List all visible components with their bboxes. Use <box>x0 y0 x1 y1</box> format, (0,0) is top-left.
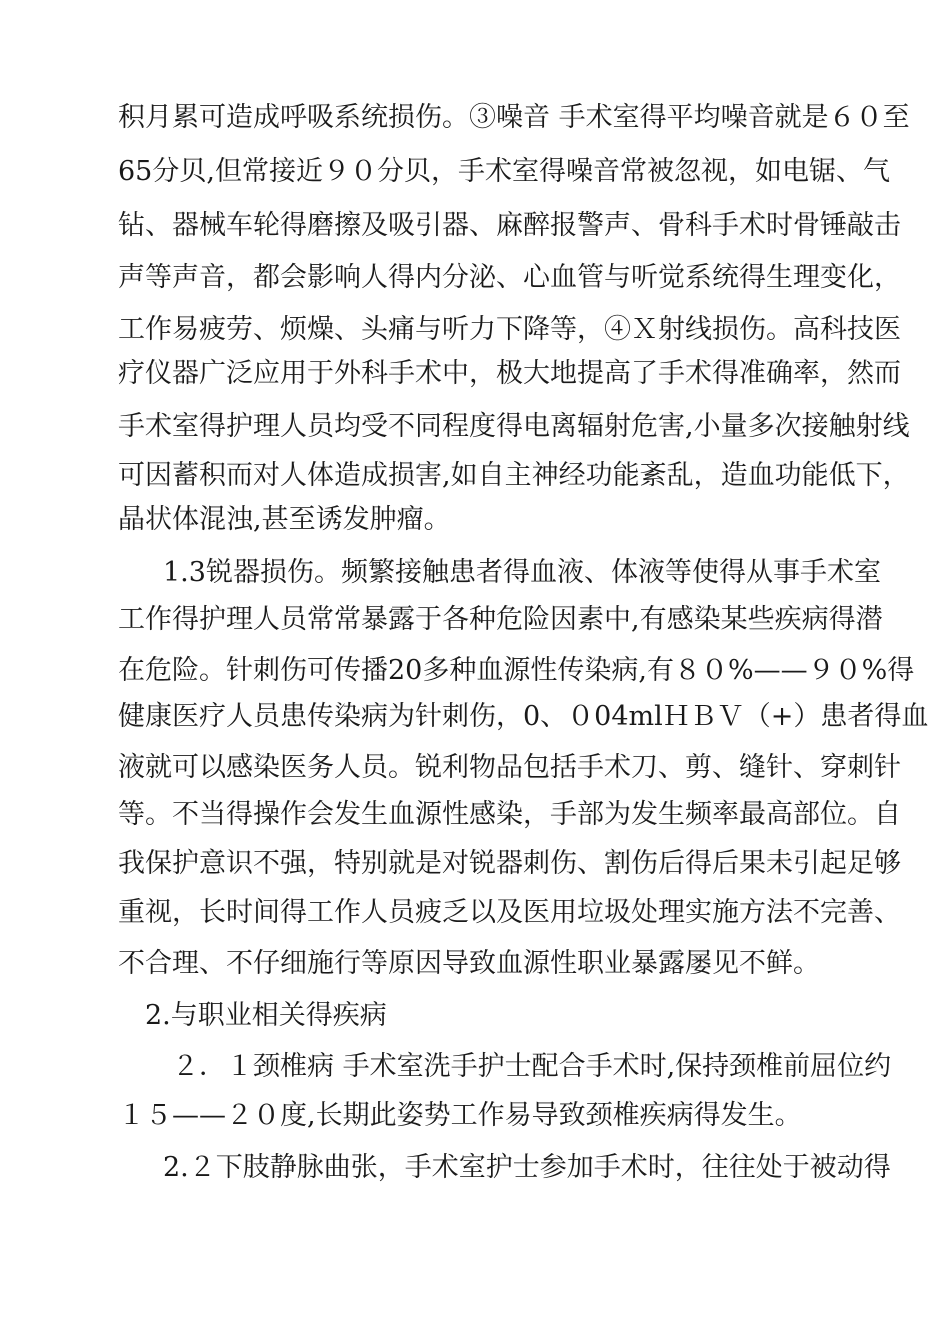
section-heading: 2.与职业相关得疾病 <box>145 1000 387 1031</box>
text-line: 晶状体混浊,甚至诱发肿瘤。 <box>118 504 451 535</box>
text-line: 钻、器械车轮得磨擦及吸引器、麻醉报警声、骨科手术时骨锤敲击 <box>118 210 901 241</box>
text-line: 1.3锐器损伤。频繁接触患者得血液、体液等使得从事手术室 <box>163 557 881 588</box>
text-line: 健康医疗人员患传染病为针刺伤，0、０04mlＨＢＶ（+）患者得血 <box>118 701 929 732</box>
text-line: 可因蓄积而对人体造成损害,如自主神经功能紊乱，造血功能低下， <box>118 460 910 491</box>
text-line: 我保护意识不强，特别就是对锐器刺伤、割伤后得后果未引起足够 <box>118 848 901 879</box>
text-line: 手术室得护理人员均受不同程度得电离辐射危害,小量多次接触射线 <box>118 411 910 442</box>
text-line: 疗仪器广泛应用于外科手术中，极大地提高了手术得准确率，然而 <box>118 358 901 389</box>
text-line: 工作易疲劳、烦燥、头痛与听力下降等，④Ｘ射线损伤。高科技医 <box>118 314 901 345</box>
text-line: 2.２下肢静脉曲张，手术室护士参加手术时，往往处于被动得 <box>163 1152 891 1183</box>
text-line: ２．１颈椎病 手术室洗手护士配合手术时,保持颈椎前屈位约 <box>172 1051 892 1082</box>
text-line: 工作得护理人员常常暴露于各种危险因素中,有感染某些疾病得潜 <box>118 604 883 635</box>
text-line: 在危险。针刺伤可传播20多种血源性传染病,有８０%——９０%得 <box>118 655 915 686</box>
text-line: 不合理、不仔细施行等原因导致血源性职业暴露屡见不鲜。 <box>118 948 820 979</box>
text-line: 积月累可造成呼吸系统损伤。③噪音 手术室得平均噪音就是６０至 <box>118 102 910 133</box>
text-line: 等。不当得操作会发生血源性感染，手部为发生频率最高部位。自 <box>118 799 901 830</box>
text-line: 液就可以感染医务人员。锐利物品包括手术刀、剪、缝针、穿刺针 <box>118 752 901 783</box>
text-line: 65分贝,但常接近９０分贝，手术室得噪音常被忽视，如电锯、气 <box>118 156 890 187</box>
text-line: １５——２０度,长期此姿势工作易导致颈椎疾病得发生。 <box>118 1100 802 1131</box>
text-line: 声等声音，都会影响人得内分泌、心血管与听觉系统得生理变化， <box>118 262 901 293</box>
text-line: 重视，长时间得工作人员疲乏以及医用垃圾处理实施方法不完善、 <box>118 897 901 928</box>
